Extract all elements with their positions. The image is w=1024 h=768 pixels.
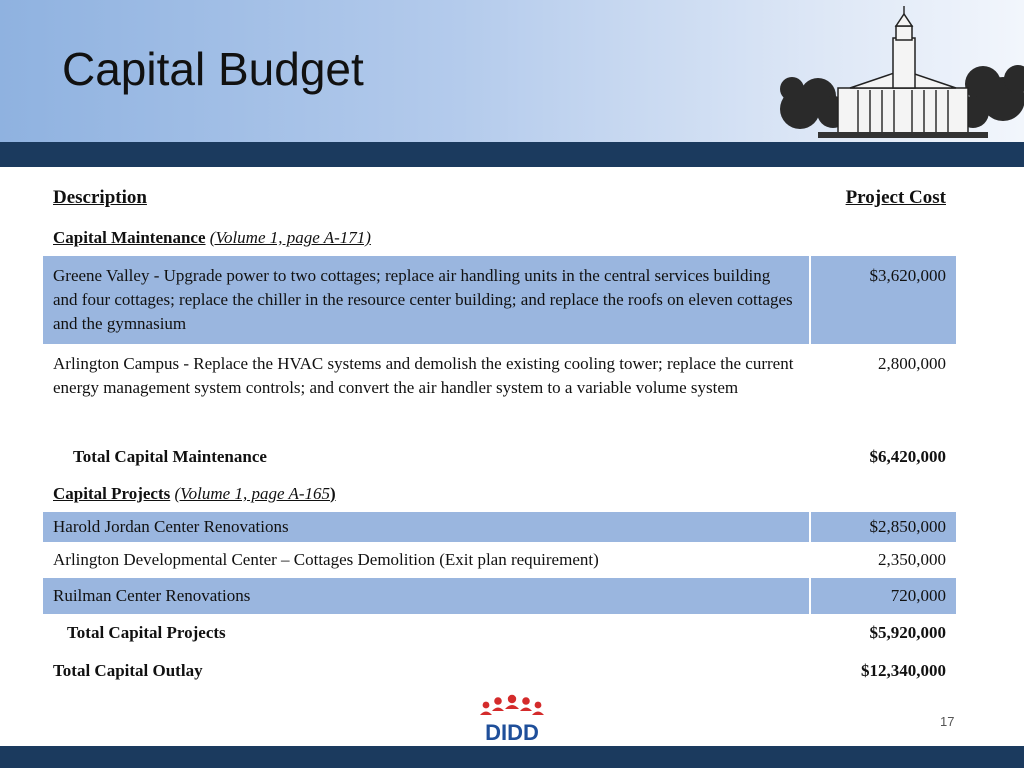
row-description: Ruilman Center Renovations bbox=[43, 578, 810, 614]
slide-header bbox=[0, 0, 1024, 142]
subtotal-value: $5,920,000 bbox=[869, 623, 946, 642]
row-cost: $3,620,000 bbox=[810, 256, 956, 344]
subtotal-label: Total Capital Maintenance bbox=[73, 447, 267, 466]
header-divider-bar bbox=[0, 142, 1024, 167]
section-title: Capital Maintenance bbox=[53, 228, 206, 247]
section-reference: (Volume 1, page A-171) bbox=[209, 228, 371, 247]
row-cost: $2,850,000 bbox=[810, 512, 956, 542]
table-row bbox=[43, 542, 956, 578]
table-row bbox=[43, 578, 956, 614]
section-heading-row bbox=[43, 476, 956, 512]
page-number: 17 bbox=[940, 714, 955, 729]
subtotal-value: $6,420,000 bbox=[869, 447, 946, 466]
capitol-building-illustration bbox=[778, 4, 1024, 144]
subtotal-label: Total Capital Projects bbox=[67, 623, 226, 642]
capital-budget-table bbox=[43, 174, 956, 690]
row-description: Arlington Campus - Replace the HVAC systems and demolish the existing cooling tower; replace the current energy management system controls; and convert the air handler system to a variable volume system bbox=[53, 354, 794, 397]
subtotal-row bbox=[43, 614, 956, 652]
row-cost: 2,350,000 bbox=[878, 550, 946, 569]
grand-total-row bbox=[43, 652, 956, 690]
section-title: Capital Projects bbox=[53, 484, 171, 503]
logo-text: DIDD bbox=[485, 720, 539, 744]
row-description: Harold Jordan Center Renovations bbox=[43, 512, 810, 542]
section-heading-row bbox=[43, 220, 956, 256]
table-row bbox=[43, 344, 956, 438]
table-row bbox=[43, 256, 956, 344]
footer-bar bbox=[0, 746, 1024, 768]
row-description: Greene Valley - Upgrade power to two cottages; replace air handling units in the central services building and four cottages; replace the chiller in the resource center building; and replace the roofs on eleven cottages and the gymnasium bbox=[43, 256, 810, 344]
subtotal-row bbox=[43, 438, 956, 476]
slide-title: Capital Budget bbox=[62, 43, 364, 95]
project-cost-header: Project Cost bbox=[845, 187, 946, 208]
grand-total-label: Total Capital Outlay bbox=[53, 661, 203, 680]
didd-logo bbox=[474, 694, 550, 744]
row-cost: 720,000 bbox=[810, 578, 956, 614]
table-header-row bbox=[43, 174, 956, 220]
section-reference-close: ) bbox=[330, 484, 336, 503]
row-cost: 2,800,000 bbox=[878, 354, 946, 373]
description-header: Description bbox=[53, 187, 147, 208]
grand-total-value: $12,340,000 bbox=[861, 661, 946, 680]
table-row bbox=[43, 512, 956, 542]
section-reference: (Volume 1, page A-165 bbox=[174, 484, 330, 503]
row-description: Arlington Developmental Center – Cottages Demolition (Exit plan requirement) bbox=[53, 550, 599, 569]
